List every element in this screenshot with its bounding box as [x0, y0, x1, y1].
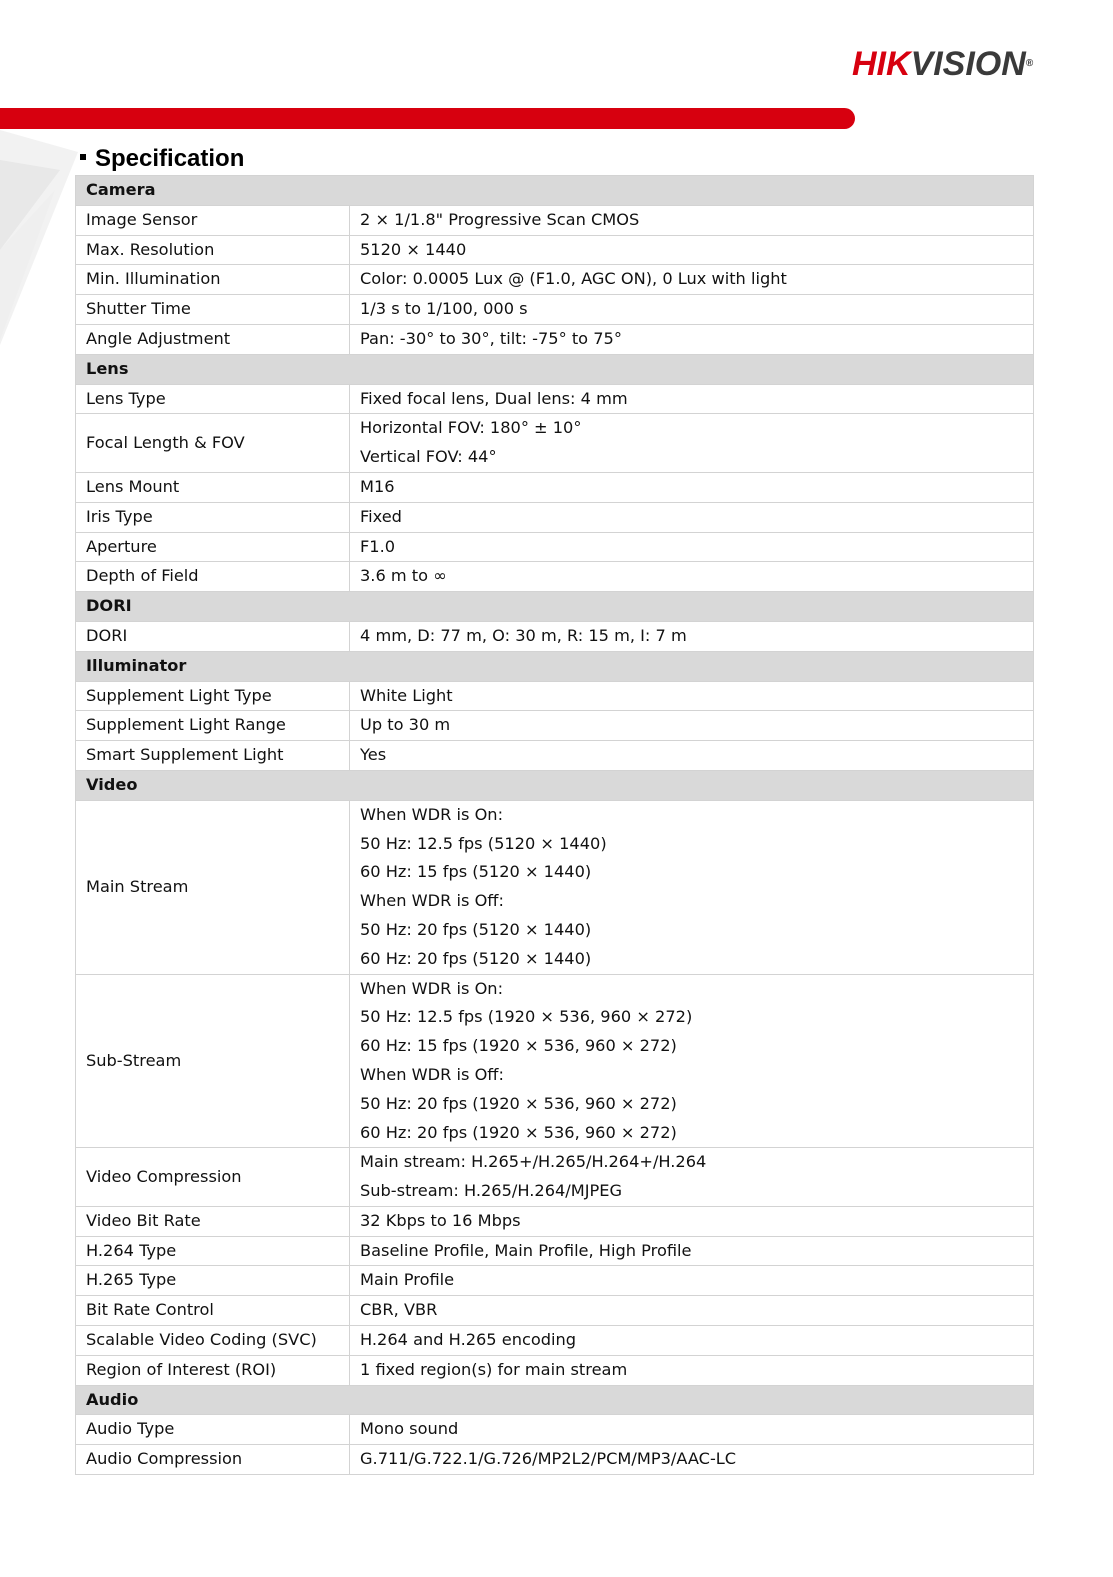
spec-row [76, 324, 1034, 354]
spec-label: Lens Mount [76, 472, 350, 502]
spec-row [76, 414, 1034, 473]
section-header-row [76, 651, 1034, 681]
spec-label: H.264 Type [76, 1236, 350, 1266]
spec-label: Bit Rate Control [76, 1296, 350, 1326]
spec-row [76, 1415, 1034, 1445]
spec-value-line: 50 Hz: 20 fps (1920 × 536, 960 × 272) [360, 1093, 677, 1113]
spec-value [350, 265, 1034, 295]
spec-value [350, 502, 1034, 532]
spec-label: Angle Adjustment [76, 324, 350, 354]
spec-value-line: CBR, VBR [360, 1300, 438, 1320]
spec-value [350, 1206, 1034, 1236]
spec-label: Focal Length & FOV [76, 414, 350, 473]
spec-row [76, 205, 1034, 235]
spec-value-line: Fixed [360, 506, 402, 526]
spec-value [350, 295, 1034, 325]
spec-row [76, 800, 1034, 974]
spec-value-line: Up to 30 m [360, 715, 451, 735]
section-header-row [76, 770, 1034, 800]
section-title: Video [76, 770, 1034, 800]
spec-row [76, 1296, 1034, 1326]
spec-value [350, 741, 1034, 771]
spec-row [76, 1236, 1034, 1266]
registered-mark: ® [1025, 58, 1034, 69]
spec-label: Supplement Light Type [76, 681, 350, 711]
spec-value [350, 1236, 1034, 1266]
spec-value [350, 1296, 1034, 1326]
section-title: Camera [76, 176, 1034, 206]
spec-value-line: M16 [360, 476, 395, 496]
header-red-bar [0, 108, 855, 129]
spec-value [350, 414, 1034, 473]
section-header-row [76, 176, 1034, 206]
section-title: Lens [76, 354, 1034, 384]
spec-row [76, 295, 1034, 325]
section-title: DORI [76, 592, 1034, 622]
spec-value-line: 32 Kbps to 16 Mbps [360, 1210, 521, 1230]
spec-row [76, 235, 1034, 265]
spec-value-line: 2 × 1/1.8" Progressive Scan CMOS [360, 209, 640, 229]
spec-value-line: 60 Hz: 15 fps (1920 × 536, 960 × 272) [360, 1036, 677, 1056]
spec-value [350, 1445, 1034, 1475]
spec-label: Depth of Field [76, 562, 350, 592]
spec-label: Image Sensor [76, 205, 350, 235]
spec-label: Audio Compression [76, 1445, 350, 1475]
spec-value-line: Baseline Profile, Main Profile, High Profile [360, 1240, 692, 1260]
spec-value-line: Yes [360, 745, 387, 765]
spec-value [350, 532, 1034, 562]
spec-value-line: 1 fixed region(s) for main stream [360, 1359, 628, 1379]
spec-value [350, 681, 1034, 711]
section-title: Audio [76, 1385, 1034, 1415]
spec-label: Region of Interest (ROI) [76, 1355, 350, 1385]
spec-value [350, 800, 1034, 974]
hikvision-logo [852, 44, 1062, 84]
spec-value-line: White Light [360, 685, 453, 705]
spec-label: Aperture [76, 532, 350, 562]
spec-value [350, 974, 1034, 1148]
spec-row [76, 1355, 1034, 1385]
spec-label: Audio Type [76, 1415, 350, 1445]
spec-row [76, 741, 1034, 771]
spec-value [350, 711, 1034, 741]
spec-row [76, 1206, 1034, 1236]
spec-value-line: Main Profile [360, 1270, 455, 1290]
spec-row [76, 384, 1034, 414]
section-title: Illuminator [76, 651, 1034, 681]
spec-label: Video Compression [76, 1148, 350, 1207]
spec-label: Iris Type [76, 502, 350, 532]
spec-row [76, 502, 1034, 532]
spec-value [350, 621, 1034, 651]
spec-label: Scalable Video Coding (SVC) [76, 1326, 350, 1356]
spec-value [350, 562, 1034, 592]
spec-value-line: 50 Hz: 12.5 fps (1920 × 536, 960 × 272) [360, 1007, 693, 1027]
title-bullet [80, 154, 86, 160]
spec-value-line: H.264 and H.265 encoding [360, 1330, 577, 1350]
spec-value-line: 60 Hz: 15 fps (5120 × 1440) [360, 862, 592, 882]
spec-label: Lens Type [76, 384, 350, 414]
spec-value-line: Vertical FOV: 44° [360, 447, 497, 467]
spec-row [76, 681, 1034, 711]
spec-value [350, 1266, 1034, 1296]
spec-label: Smart Supplement Light [76, 741, 350, 771]
spec-value [350, 324, 1034, 354]
logo-text-hik: HIK [852, 45, 911, 83]
spec-value [350, 1415, 1034, 1445]
spec-label: DORI [76, 621, 350, 651]
spec-value-line: Horizontal FOV: 180° ± 10° [360, 418, 582, 438]
spec-table-body [76, 176, 1034, 1475]
spec-row [76, 1266, 1034, 1296]
spec-value [350, 1148, 1034, 1207]
spec-value [350, 1355, 1034, 1385]
spec-label: Main Stream [76, 800, 350, 974]
spec-label: H.265 Type [76, 1266, 350, 1296]
spec-value-line: When WDR is Off: [360, 891, 504, 911]
spec-value-line: 60 Hz: 20 fps (5120 × 1440) [360, 948, 592, 968]
spec-value [350, 1326, 1034, 1356]
spec-value-line: 60 Hz: 20 fps (1920 × 536, 960 × 272) [360, 1122, 677, 1142]
spec-row [76, 562, 1034, 592]
spec-value-line: Main stream: H.265+/H.265/H.264+/H.264 [360, 1152, 707, 1172]
section-header-row [76, 592, 1034, 622]
spec-label: Video Bit Rate [76, 1206, 350, 1236]
spec-value-line: When WDR is On: [360, 804, 504, 824]
spec-value-line: Fixed focal lens, Dual lens: 4 mm [360, 388, 628, 408]
spec-value-line: 3.6 m to ∞ [360, 566, 447, 586]
spec-value-line: G.711/G.722.1/G.726/MP2L2/PCM/MP3/AAC-LC [360, 1449, 737, 1469]
spec-row [76, 1148, 1034, 1207]
spec-row [76, 1326, 1034, 1356]
spec-value-line: Pan: -30° to 30°, tilt: -75° to 75° [360, 328, 622, 348]
spec-table [75, 175, 1034, 1475]
spec-row [76, 472, 1034, 502]
spec-value-line: When WDR is On: [360, 978, 504, 998]
spec-label: Supplement Light Range [76, 711, 350, 741]
spec-label: Min. Illumination [76, 265, 350, 295]
spec-value-line: 50 Hz: 20 fps (5120 × 1440) [360, 919, 592, 939]
spec-value [350, 384, 1034, 414]
spec-value-line: 5120 × 1440 [360, 239, 467, 259]
spec-row [76, 1445, 1034, 1475]
decorative-watermark-shape [0, 130, 80, 350]
spec-row [76, 265, 1034, 295]
spec-value-line: When WDR is Off: [360, 1064, 504, 1084]
spec-row [76, 532, 1034, 562]
page-title [80, 144, 244, 174]
section-header-row [76, 1385, 1034, 1415]
spec-value-line: 50 Hz: 12.5 fps (5120 × 1440) [360, 833, 607, 853]
spec-value-line: Mono sound [360, 1419, 459, 1439]
spec-row [76, 711, 1034, 741]
spec-value-line: Sub-stream: H.265/H.264/MJPEG [360, 1181, 623, 1201]
logo-text-vision: VISION [910, 45, 1026, 83]
spec-label: Max. Resolution [76, 235, 350, 265]
spec-label: Sub-Stream [76, 974, 350, 1148]
section-header-row [76, 354, 1034, 384]
spec-value [350, 235, 1034, 265]
spec-label: Shutter Time [76, 295, 350, 325]
spec-value-line: 4 mm, D: 77 m, O: 30 m, R: 15 m, I: 7 m [360, 625, 687, 645]
spec-value-line: F1.0 [360, 536, 396, 556]
spec-row [76, 974, 1034, 1148]
spec-row [76, 621, 1034, 651]
title-text: Specification [95, 145, 245, 172]
spec-value [350, 472, 1034, 502]
spec-value-line: 1/3 s to 1/100, 000 s [360, 299, 528, 319]
spec-value [350, 205, 1034, 235]
spec-value-line: Color: 0.0005 Lux @ (F1.0, AGC ON), 0 Lux with light [360, 269, 787, 289]
